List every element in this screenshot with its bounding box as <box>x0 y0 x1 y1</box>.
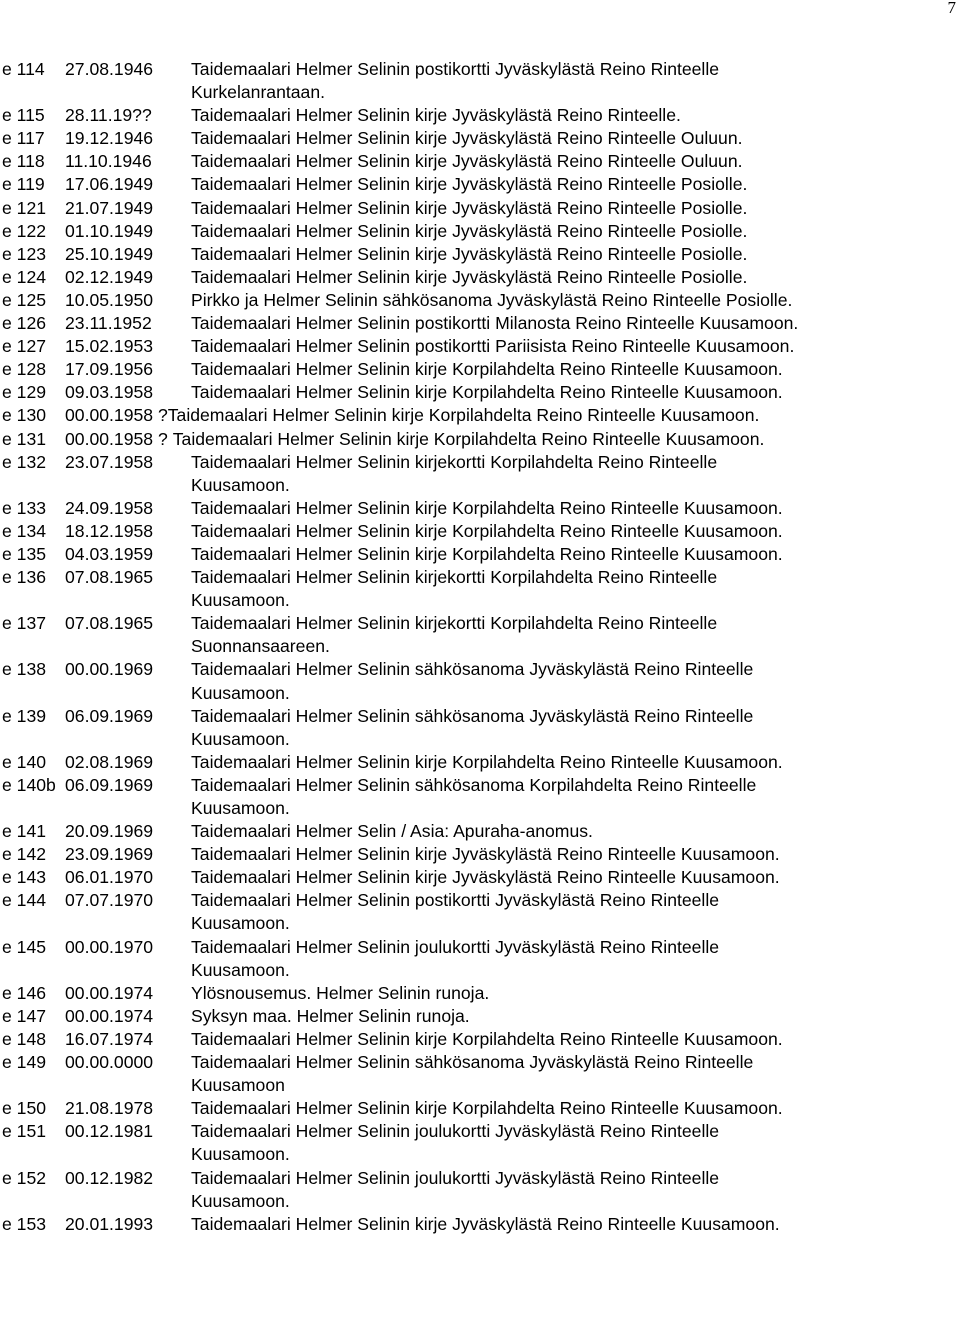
entry-date-spacer <box>65 1143 191 1166</box>
entry-description: Taidemaalari Helmer Selinin kirje Korpilahdelta Reino Rinteelle Kuusamoon. <box>191 543 783 564</box>
entry-description: Taidemaalari Helmer Selinin joulukortti Jyväskylästä Reino Rinteelle <box>191 1167 720 1188</box>
archive-entry <box>2 866 942 889</box>
archive-entry <box>2 520 942 543</box>
entry-description-continued: Kuusamoon. <box>191 1144 290 1165</box>
entry-description-continued: Kuusamoon. <box>191 682 290 703</box>
archive-entry <box>2 104 942 127</box>
entry-description-continued: Kuusamoon. <box>191 798 290 818</box>
entry-date-spacer <box>65 81 191 104</box>
entry-date-spacer <box>65 474 191 497</box>
entry-description: Pirkko ja Helmer Selinin sähkösanoma Jyväskylästä Reino Rinteelle Posiolle. <box>191 289 793 310</box>
archive-entry-continuation <box>2 1074 942 1097</box>
archive-entry <box>2 1120 942 1143</box>
entry-date: 07.07.1970 <box>65 890 154 911</box>
entry-code: e 147 <box>2 1005 47 1026</box>
entry-code: e 128 <box>2 359 47 380</box>
entry-date: 18.12.1958 <box>65 520 154 541</box>
entry-description: Taidemaalari Helmer Selinin kirje Korpilahdelta Reino Rinteelle Kuusamoon. <box>191 382 783 403</box>
entry-date: 24.09.1958 <box>65 497 154 518</box>
entry-date: 10.05.1950 <box>65 289 154 310</box>
entry-code: e 134 <box>2 520 47 541</box>
entry-date: 00.00.1970 <box>65 936 154 957</box>
archive-entry <box>2 612 942 635</box>
entry-code: e 142 <box>2 844 47 865</box>
entry-description: Taidemaalari Helmer Selinin joulukortti Jyväskylästä Reino Rinteelle <box>191 1121 720 1142</box>
entry-date-spacer <box>65 959 191 982</box>
entry-date: 23.09.1969 <box>65 844 154 865</box>
entry-code: e 133 <box>2 497 47 518</box>
entry-code-spacer <box>2 1190 65 1213</box>
entry-description: Syksyn maa. Helmer Selinin runoja. <box>191 1005 470 1026</box>
entry-code-spacer <box>2 635 65 658</box>
entry-code: e 144 <box>2 890 47 911</box>
entry-date-spacer <box>65 1074 191 1097</box>
entry-date-spacer <box>65 1190 191 1213</box>
entry-code: e 124 <box>2 266 47 287</box>
entry-date: 21.08.1978 <box>65 1098 154 1119</box>
archive-entry <box>2 774 942 797</box>
entry-description: Taidemaalari Helmer Selinin kirje Korpilahdelta Reino Rinteelle Kuusamoon. <box>172 428 765 449</box>
entry-code: e 153 <box>2 1213 47 1234</box>
entry-description: Taidemaalari Helmer Selinin kirje Jyväskylästä Reino Rinteelle Posiolle. <box>191 266 748 287</box>
archive-entry <box>2 381 942 404</box>
entry-date: 00.12.1982 <box>65 1167 154 1188</box>
archive-entry <box>2 150 942 173</box>
entry-date: 00.00.1958 ? <box>65 428 168 449</box>
archive-entry-continuation <box>2 81 942 104</box>
entry-date: 28.11.19?? <box>65 105 152 126</box>
entry-code: e 136 <box>2 567 47 588</box>
entry-description-continued: Kuusamoon <box>191 1075 285 1096</box>
entry-date: 07.08.1965 <box>65 613 154 634</box>
entry-date: 02.12.1949 <box>65 266 154 287</box>
entry-description: Taidemaalari Helmer Selinin kirje Korpilahdelta Reino Rinteelle Kuusamoon. <box>191 497 783 518</box>
entry-description: Taidemaalari Helmer Selinin postikortti Milanosta Reino Rinteelle Kuusamoon. <box>191 313 799 334</box>
archive-entry-continuation <box>2 474 942 497</box>
entry-code: e 126 <box>2 313 47 334</box>
entry-date: 23.11.1952 <box>65 313 152 334</box>
entry-description: Taidemaalari Helmer Selinin kirje Jyväskylästä Reino Rinteelle Ouluun. <box>191 151 743 172</box>
archive-entry <box>2 658 942 681</box>
entry-date: 27.08.1946 <box>65 59 154 79</box>
entry-date: 06.09.1969 <box>65 774 154 795</box>
entry-code: e 122 <box>2 220 47 241</box>
archive-entry <box>2 451 942 474</box>
archive-entry <box>2 266 942 289</box>
archive-entry-continuation <box>2 728 942 751</box>
entry-date: 15.02.1953 <box>65 336 154 357</box>
entry-code: e 152 <box>2 1167 47 1188</box>
entry-code: e 125 <box>2 289 47 310</box>
entry-description-continued: Suonnansaareen. <box>191 636 330 657</box>
archive-entry-continuation <box>2 797 942 820</box>
entry-date: 19.12.1946 <box>65 128 154 149</box>
entry-date: 06.01.1970 <box>65 867 154 888</box>
entry-code: e 137 <box>2 613 47 634</box>
entry-date: 00.12.1981 <box>65 1121 154 1142</box>
archive-entry <box>2 936 942 959</box>
entry-date: 06.09.1969 <box>65 705 154 726</box>
entry-description: Taidemaalari Helmer Selinin kirje Korpilahdelta Reino Rinteelle Kuusamoon. <box>191 1028 783 1049</box>
archive-entry <box>2 358 942 381</box>
entry-code: e 119 <box>2 174 45 195</box>
entry-date: 21.07.1949 <box>65 197 154 218</box>
archive-entry <box>2 889 942 912</box>
entry-date-spacer <box>65 682 191 705</box>
entry-date: 20.09.1969 <box>65 821 154 842</box>
archive-entry <box>2 220 942 243</box>
entry-date-spacer <box>65 635 191 658</box>
entry-date: 09.03.1958 <box>65 382 154 403</box>
archive-entry-continuation <box>2 635 942 658</box>
entry-date: 16.07.1974 <box>65 1028 154 1049</box>
entry-description-continued: Kuusamoon. <box>191 959 290 980</box>
entry-date: 00.00.1974 <box>65 1005 154 1026</box>
entry-code: e 129 <box>2 382 47 403</box>
entry-description: Taidemaalari Helmer Selinin kirje Korpilahdelta Reino Rinteelle Kuusamoon. <box>167 405 760 426</box>
archive-entry <box>2 566 942 589</box>
entry-date: 25.10.1949 <box>65 243 154 264</box>
entry-code-spacer <box>2 959 65 982</box>
archive-entry <box>2 843 942 866</box>
entry-code-spacer <box>2 81 65 104</box>
entry-description: Taidemaalari Helmer Selinin kirje Jyväskylästä Reino Rinteelle Posiolle. <box>191 197 748 218</box>
archive-entry <box>2 1005 942 1028</box>
archive-entry <box>2 197 942 220</box>
archive-entry-continuation <box>2 682 942 705</box>
entry-date: 00.00.1974 <box>65 982 154 1003</box>
entry-description: Taidemaalari Helmer Selinin kirje Jyväskylästä Reino Rinteelle Kuusamoon. <box>191 844 780 865</box>
archive-entry-list <box>2 58 942 1236</box>
entry-date: 23.07.1958 <box>65 451 154 472</box>
entry-description: Taidemaalari Helmer Selinin kirje Jyväskylästä Reino Rinteelle Kuusamoon. <box>191 867 780 888</box>
entry-code: e 148 <box>2 1028 47 1049</box>
entry-code: e 138 <box>2 659 47 680</box>
entry-description-continued: Kuusamoon. <box>191 913 290 934</box>
entry-code: e 135 <box>2 543 47 564</box>
archive-entry <box>2 173 942 196</box>
archive-entry <box>2 1097 942 1120</box>
entry-date-spacer <box>65 589 191 612</box>
entry-date: 20.01.1993 <box>65 1213 154 1234</box>
entry-code: e 151 <box>2 1121 47 1142</box>
page-number: 7 <box>947 0 956 17</box>
archive-entry <box>2 312 942 335</box>
entry-date: 01.10.1949 <box>65 220 154 241</box>
entry-code: e 139 <box>2 705 47 726</box>
entry-code-spacer <box>2 797 65 820</box>
entry-description-continued: Kuusamoon. <box>191 728 290 749</box>
entry-description: Taidemaalari Helmer Selinin postikortti Pariisista Reino Rinteelle Kuusamoon. <box>191 336 795 357</box>
entry-date: 17.09.1956 <box>65 359 154 380</box>
entry-description-continued: Kuusamoon. <box>191 1190 290 1211</box>
entry-code: e 118 <box>2 151 45 172</box>
archive-entry-continuation <box>2 1190 942 1213</box>
entry-description: Taidemaalari Helmer Selinin kirje Jyväskylästä Reino Rinteelle Ouluun. <box>191 128 743 149</box>
entry-code: e 141 <box>2 821 47 842</box>
entry-code: e 115 <box>2 105 45 126</box>
entry-code-spacer <box>2 1074 65 1097</box>
archive-entry <box>2 127 942 150</box>
entry-code: e 140b <box>2 774 56 795</box>
archive-entry <box>2 289 942 312</box>
entry-description: Taidemaalari Helmer Selinin kirje Korpilahdelta Reino Rinteelle Kuusamoon. <box>191 359 783 380</box>
archive-entry <box>2 751 942 774</box>
entry-date: 17.06.1949 <box>65 174 154 195</box>
archive-entry <box>2 1028 942 1051</box>
entry-date: 00.00.0000 <box>65 1052 154 1073</box>
entry-code: e 149 <box>2 1052 47 1073</box>
entry-description: Taidemaalari Helmer Selinin sähkösanoma Jyväskylästä Reino Rinteelle <box>191 705 754 726</box>
archive-entry <box>2 543 942 566</box>
archive-entry <box>2 820 942 843</box>
archive-entry <box>2 1167 942 1190</box>
entry-code-spacer <box>2 912 65 935</box>
archive-entry <box>2 335 942 358</box>
entry-description: Ylösnousemus. Helmer Selinin runoja. <box>191 982 490 1003</box>
entry-description: Taidemaalari Helmer Selin / Asia: Apuraha-anomus. <box>191 821 593 842</box>
entry-description-continued: Kuusamoon. <box>191 474 290 495</box>
entry-description: Taidemaalari Helmer Selinin kirje Jyväskylästä Reino Rinteelle Posiolle. <box>191 243 748 264</box>
entry-description: Taidemaalari Helmer Selinin kirje Korpilahdelta Reino Rinteelle Kuusamoon. <box>191 751 783 772</box>
entry-code: e 121 <box>2 197 47 218</box>
archive-entry <box>2 243 942 266</box>
entry-description: Taidemaalari Helmer Selinin postikortti Jyväskylästä Reino Rinteelle <box>191 890 720 911</box>
entry-code: e 143 <box>2 867 47 888</box>
entry-code-spacer <box>2 682 65 705</box>
entry-code: e 132 <box>2 451 47 472</box>
entry-description: Taidemaalari Helmer Selinin sähkösanoma Jyväskylästä Reino Rinteelle <box>191 1052 754 1073</box>
archive-entry <box>2 428 942 451</box>
entry-code: e 150 <box>2 1098 47 1119</box>
entry-date: 00.00.1969 <box>65 659 154 680</box>
entry-description-continued: Kuusamoon. <box>191 590 290 611</box>
archive-entry-continuation <box>2 912 942 935</box>
entry-code: e 130 <box>2 405 47 426</box>
entry-date-spacer <box>65 912 191 935</box>
entry-code-spacer <box>2 1143 65 1166</box>
entry-code: e 146 <box>2 982 47 1003</box>
entry-code: e 117 <box>2 128 45 149</box>
entry-date: 04.03.1959 <box>65 543 154 564</box>
archive-entry <box>2 497 942 520</box>
entry-date: 00.00.1958 ? <box>65 405 168 426</box>
entry-date-spacer <box>65 797 191 820</box>
archive-entry-continuation <box>2 959 942 982</box>
archive-entry <box>2 1051 942 1074</box>
entry-description: Taidemaalari Helmer Selinin kirje Jyväskylästä Reino Rinteelle Posiolle. <box>191 220 748 241</box>
entry-description: Taidemaalari Helmer Selinin kirjekortti Korpilahdelta Reino Rinteelle <box>191 567 718 588</box>
entry-description-continued: Kurkelanrantaan. <box>191 82 325 103</box>
entry-description: Taidemaalari Helmer Selinin sähkösanoma Korpilahdelta Reino Rinteelle <box>191 774 757 795</box>
archive-entry <box>2 982 942 1005</box>
entry-code: e 145 <box>2 936 47 957</box>
entry-date: 02.08.1969 <box>65 751 154 772</box>
entry-code: e 114 <box>2 59 45 79</box>
archive-entry-continuation <box>2 1143 942 1166</box>
entry-code-spacer <box>2 728 65 751</box>
archive-entry <box>2 705 942 728</box>
entry-date-spacer <box>65 728 191 751</box>
entry-description: Taidemaalari Helmer Selinin kirje Jyväskylästä Reino Rinteelle Posiolle. <box>191 174 748 195</box>
entry-code: e 140 <box>2 751 47 772</box>
entry-date: 07.08.1965 <box>65 567 154 588</box>
archive-entry <box>2 58 942 81</box>
entry-code-spacer <box>2 474 65 497</box>
entry-code: e 123 <box>2 243 47 264</box>
archive-entry-continuation <box>2 589 942 612</box>
entry-code: e 127 <box>2 336 47 357</box>
entry-description: Taidemaalari Helmer Selinin kirje Jyväskylästä Reino Rinteelle. <box>191 105 681 126</box>
entry-description: Taidemaalari Helmer Selinin kirje Jyväskylästä Reino Rinteelle Kuusamoon. <box>191 1213 780 1234</box>
entry-description: Taidemaalari Helmer Selinin kirje Korpilahdelta Reino Rinteelle Kuusamoon. <box>191 1098 783 1119</box>
entry-description: Taidemaalari Helmer Selinin kirjekortti Korpilahdelta Reino Rinteelle <box>191 613 718 634</box>
entry-description: Taidemaalari Helmer Selinin sähkösanoma Jyväskylästä Reino Rinteelle <box>191 659 754 680</box>
entry-description: Taidemaalari Helmer Selinin joulukortti Jyväskylästä Reino Rinteelle <box>191 936 720 957</box>
entry-code-spacer <box>2 589 65 612</box>
entry-description: Taidemaalari Helmer Selinin kirjekortti Korpilahdelta Reino Rinteelle <box>191 451 718 472</box>
entry-description: Taidemaalari Helmer Selinin postikortti Jyväskylästä Reino Rinteelle <box>191 59 720 79</box>
entry-code: e 131 <box>2 428 47 449</box>
entry-description: Taidemaalari Helmer Selinin kirje Korpilahdelta Reino Rinteelle Kuusamoon. <box>191 520 783 541</box>
entry-date: 11.10.1946 <box>65 151 152 172</box>
archive-entry <box>2 1213 942 1236</box>
archive-entry <box>2 404 942 427</box>
